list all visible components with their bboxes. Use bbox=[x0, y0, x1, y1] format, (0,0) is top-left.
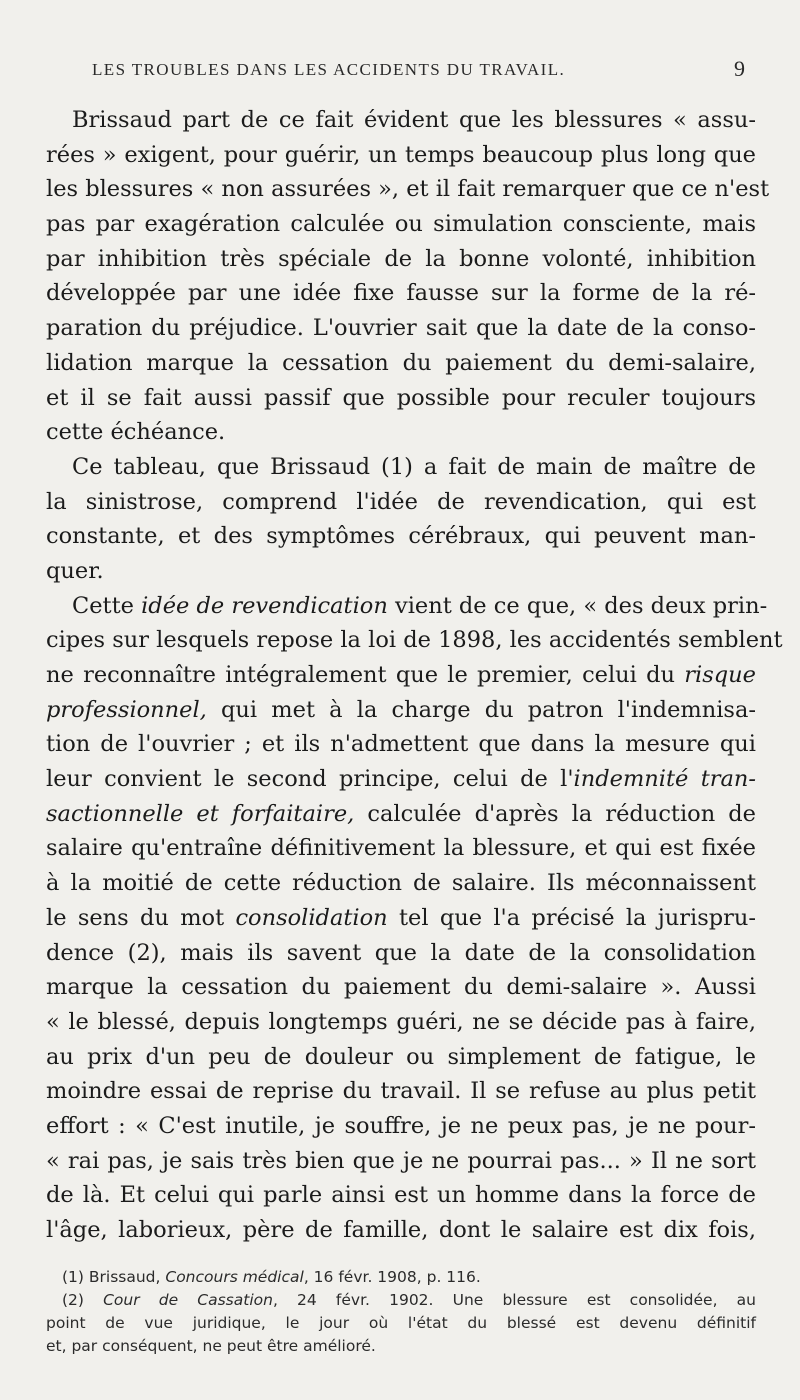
text-run: leur convient le second principe, celui de l' bbox=[46, 766, 574, 793]
text-line: de là. Et celui qui parle ainsi est un homme dans la force de bbox=[46, 1182, 756, 1209]
footnotes bbox=[46, 1266, 756, 1358]
text-run: Cette bbox=[72, 592, 142, 619]
text-line: pas par exagération calculée ou simulation consciente, mais bbox=[46, 211, 756, 238]
text-line: marque la cessation du paiement du demi-salaire ». Aussi bbox=[46, 974, 756, 1001]
text-line: « rai pas, je sais très bien que je ne pourrai pas... » Il ne sort bbox=[46, 1147, 756, 1174]
italic-phrase: indemnité tran- bbox=[573, 766, 757, 793]
text-line: paration du préjudice. L'ouvrier sait que la date de la conso- bbox=[46, 315, 756, 342]
text-run: le sens du mot bbox=[46, 904, 236, 931]
italic-phrase: sactionnelle et forfaitaire, bbox=[46, 800, 355, 827]
text-line: lidation marque la cessation du paiement du demi-salaire, bbox=[46, 349, 756, 376]
italic-phrase: Cour de Cassation bbox=[103, 1291, 273, 1309]
text-line: l'âge, laborieux, père de famille, dont le salaire est dix fois, bbox=[46, 1217, 756, 1243]
running-title: LES TROUBLES DANS LES ACCIDENTS DU TRAVAIL. bbox=[92, 60, 566, 79]
text-line: dence (2), mais ils savent que la date de la consolidation bbox=[46, 939, 756, 966]
text-line: effort : « C'est inutile, je souffre, je ne peux pas, je ne pour- bbox=[46, 1112, 756, 1139]
footnote-line: et, par conséquent, ne peut être amélioré. bbox=[46, 1337, 376, 1355]
text-line: constante, et des symptômes cérébraux, qui peuvent man- bbox=[46, 523, 756, 550]
italic-phrase: Concours médical bbox=[165, 1268, 304, 1286]
text-line bbox=[46, 901, 756, 936]
text-line bbox=[46, 589, 768, 624]
italic-phrase: professionnel, bbox=[46, 696, 207, 723]
text-line: tion de l'ouvrier ; et ils n'admettent que dans la mesure qui bbox=[46, 731, 756, 758]
footnote-line: point de vue juridique, le jour où l'état du blessé est devenu définitif bbox=[46, 1314, 756, 1332]
text-run: (1) Brissaud, bbox=[62, 1268, 166, 1286]
text-line: la sinistrose, comprend l'idée de revendication, qui est bbox=[46, 488, 756, 515]
text-line: à la moitié de cette réduction de salaire. Ils méconnaissent bbox=[46, 870, 756, 897]
text-run: qui met à la charge du patron l'indemnisa- bbox=[206, 696, 756, 723]
text-run: , 16 févr. 1908, p. 116. bbox=[303, 1268, 481, 1286]
text-line: et il se fait aussi passif que possible pour reculer toujours bbox=[46, 384, 756, 411]
page-number: 9 bbox=[734, 56, 745, 81]
text-line: Ce tableau, que Brissaud (1) a fait de main de maître de bbox=[72, 453, 756, 480]
text-line: rées » exigent, pour guérir, un temps beaucoup plus long que bbox=[46, 141, 756, 168]
footnote-2 bbox=[46, 1289, 756, 1312]
footnote-1 bbox=[46, 1266, 756, 1289]
text-run: (2) bbox=[62, 1291, 104, 1309]
text-run: ne reconnaître intégralement que le premier, celui du bbox=[46, 662, 685, 688]
text-run: , 24 févr. 1902. Une blessure est consolidée, au bbox=[272, 1291, 756, 1309]
text-line: quer. bbox=[46, 557, 104, 584]
text-run: vient de ce que, « des deux prin- bbox=[387, 592, 768, 619]
italic-phrase: consolidation bbox=[235, 904, 388, 931]
italic-phrase: idée de revendication bbox=[141, 592, 388, 619]
text-line: cipes sur lesquels repose la loi de 1898, les accidentés semblent bbox=[46, 627, 783, 654]
text-line: cette échéance. bbox=[46, 419, 226, 446]
paragraph bbox=[46, 103, 770, 450]
text-line: développée par une idée fixe fausse sur la forme de la ré- bbox=[46, 280, 756, 307]
text-run: calculée d'après la réduction de bbox=[354, 800, 756, 827]
text-line: au prix d'un peu de douleur ou simplement de fatigue, le bbox=[46, 1043, 756, 1070]
text-line: moindre essai de reprise du travail. Il se refuse au plus petit bbox=[46, 1078, 756, 1105]
paragraph bbox=[46, 450, 756, 589]
body-text bbox=[46, 103, 783, 1248]
text-line bbox=[46, 693, 756, 728]
text-line: les blessures « non assurées », et il fait remarquer que ce n'est bbox=[46, 176, 770, 203]
text-line bbox=[46, 658, 756, 693]
paragraph bbox=[46, 589, 783, 1248]
text-line bbox=[46, 797, 756, 832]
text-line: par inhibition très spéciale de la bonne volonté, inhibition bbox=[46, 245, 756, 272]
text-run: tel que l'a précisé la jurispru- bbox=[387, 904, 756, 931]
italic-phrase: risque bbox=[684, 662, 756, 688]
text-line bbox=[46, 762, 756, 797]
text-line: « le blessé, depuis longtemps guéri, ne se décide pas à faire, bbox=[46, 1008, 756, 1035]
text-line: salaire qu'entraîne définitivement la blessure, et qui est fixée bbox=[46, 835, 756, 862]
text-line: Brissaud part de ce fait évident que les blessures « assu- bbox=[72, 107, 756, 133]
